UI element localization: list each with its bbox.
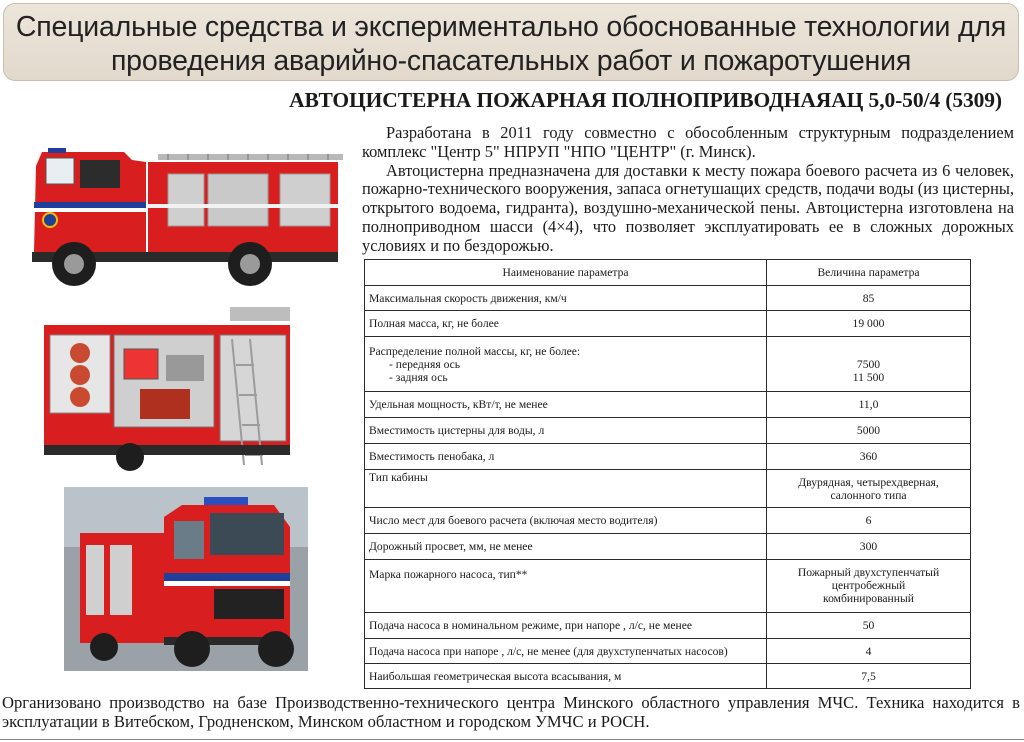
param-value: 7,5 (767, 664, 971, 689)
param-value: 19 000 (767, 311, 971, 337)
intro-paragraph-2: Автоцистерна предназначена для доставки к месту пожара боевого расчета из 6 человек, пожарно-технического вооружения, запаса огнетушащих средств, подачи воды (из цистерны, открытого водоема, гидранта), воздушно-механической пены. Автоцистерна изготовлена на полноприводном шасси (4×4), что позволяет эксплуатировать ее в сложных дорожных условиях и по бездорожью. (362, 160, 1014, 255)
table-row (365, 664, 971, 689)
document-title: АВТОЦИСТЕРНА ПОЖАРНАЯ ПОЛНОПРИВОДНАЯАЦ 5,0-50/4 (5309) (289, 88, 1002, 112)
header-value: Величина параметра (767, 260, 971, 286)
table-row (365, 392, 971, 418)
bottom-divider (0, 739, 1024, 740)
parameters-table (364, 259, 971, 689)
param-name: Наибольшая геометрическая высота всасывания, м (365, 664, 767, 689)
table-row (365, 560, 971, 613)
param-name-rear-axle: - задняя ось (389, 370, 448, 384)
table-row (365, 444, 971, 470)
param-name: Удельная мощность, кВт/т, не менее (365, 392, 767, 418)
param-name: Число мест для боевого расчета (включая место водителя) (365, 508, 767, 534)
param-value (767, 470, 971, 508)
param-name: Полная масса, кг, не более (365, 311, 767, 337)
param-value (767, 337, 971, 392)
param-name-main: Распределение полной массы, кг, не более: (369, 344, 581, 358)
table-row (365, 418, 971, 444)
table-header-row (365, 260, 971, 286)
param-name: Подача насоса при напоре , л/с, не менее (для двухступенчатых насосов) (365, 639, 767, 664)
param-value: 85 (767, 286, 971, 311)
param-name: Вместимость пенобака, л (365, 444, 767, 470)
param-name: Марка пожарного насоса, тип** (365, 560, 767, 613)
table-row (365, 311, 971, 337)
param-value-line-1: Пожарный двухступенчатый (797, 566, 940, 579)
param-value: 5000 (767, 418, 971, 444)
param-value-line-3: комбинированный (823, 592, 914, 605)
banner-line-2: проведения аварийно-спасательных работ и пожаротушения (110, 45, 912, 77)
param-value-line-2: салонного типа (830, 488, 907, 502)
truck-front-photo (64, 487, 308, 671)
param-value-rear-axle: 11 500 (852, 370, 885, 384)
param-name-front-axle: - передняя ось (389, 357, 461, 371)
truck-side-photo (28, 140, 346, 290)
table-row (365, 286, 971, 311)
footer-text: Организовано производство на базе Производственно-технического центра Минского областного управления МЧС. Техника находится в эксплуатации в Витебском, Гродненском, Минском областном и городском УМЧС и РОСН. (2, 693, 1020, 731)
header-param: Наименование параметра (365, 260, 767, 286)
param-value: 360 (767, 444, 971, 470)
param-name (365, 337, 767, 392)
table-row (365, 639, 971, 664)
param-value: 4 (767, 639, 971, 664)
param-value: 50 (767, 613, 971, 639)
param-value-line-2: центробежный (831, 579, 906, 592)
header-banner (3, 3, 1019, 81)
param-value: 6 (767, 508, 971, 534)
param-value: 300 (767, 534, 971, 560)
param-value-front-axle: 7500 (856, 357, 881, 371)
truck-compartments-photo (40, 305, 310, 475)
intro-text (362, 124, 1014, 256)
param-value: 11,0 (767, 392, 971, 418)
param-name: Подача насоса в номинальном режиме, при напоре , л/с, не менее (365, 613, 767, 639)
param-name: Тип кабины (365, 470, 767, 508)
param-value (767, 560, 971, 613)
param-value-line-1: Двурядная, четырехдверная, (798, 475, 939, 489)
table-row (365, 534, 971, 560)
intro-paragraph-1: Разработана в 2011 году совместно с обособленным структурным подразделением комплекс "Центр 5" НПРУП "НПО "ЦЕНТР" (г. Минск). (362, 123, 1014, 161)
table-row (365, 470, 971, 508)
table-row (365, 508, 971, 534)
param-name: Дорожный просвет, мм, не менее (365, 534, 767, 560)
table-row (365, 613, 971, 639)
param-name: Максимальная скорость движения, км/ч (365, 286, 767, 311)
banner-line-1: Специальные средства и экспериментально обоснованные технологии для (15, 11, 1007, 43)
param-name: Вместимость цистерны для воды, л (365, 418, 767, 444)
table-row (365, 337, 971, 392)
